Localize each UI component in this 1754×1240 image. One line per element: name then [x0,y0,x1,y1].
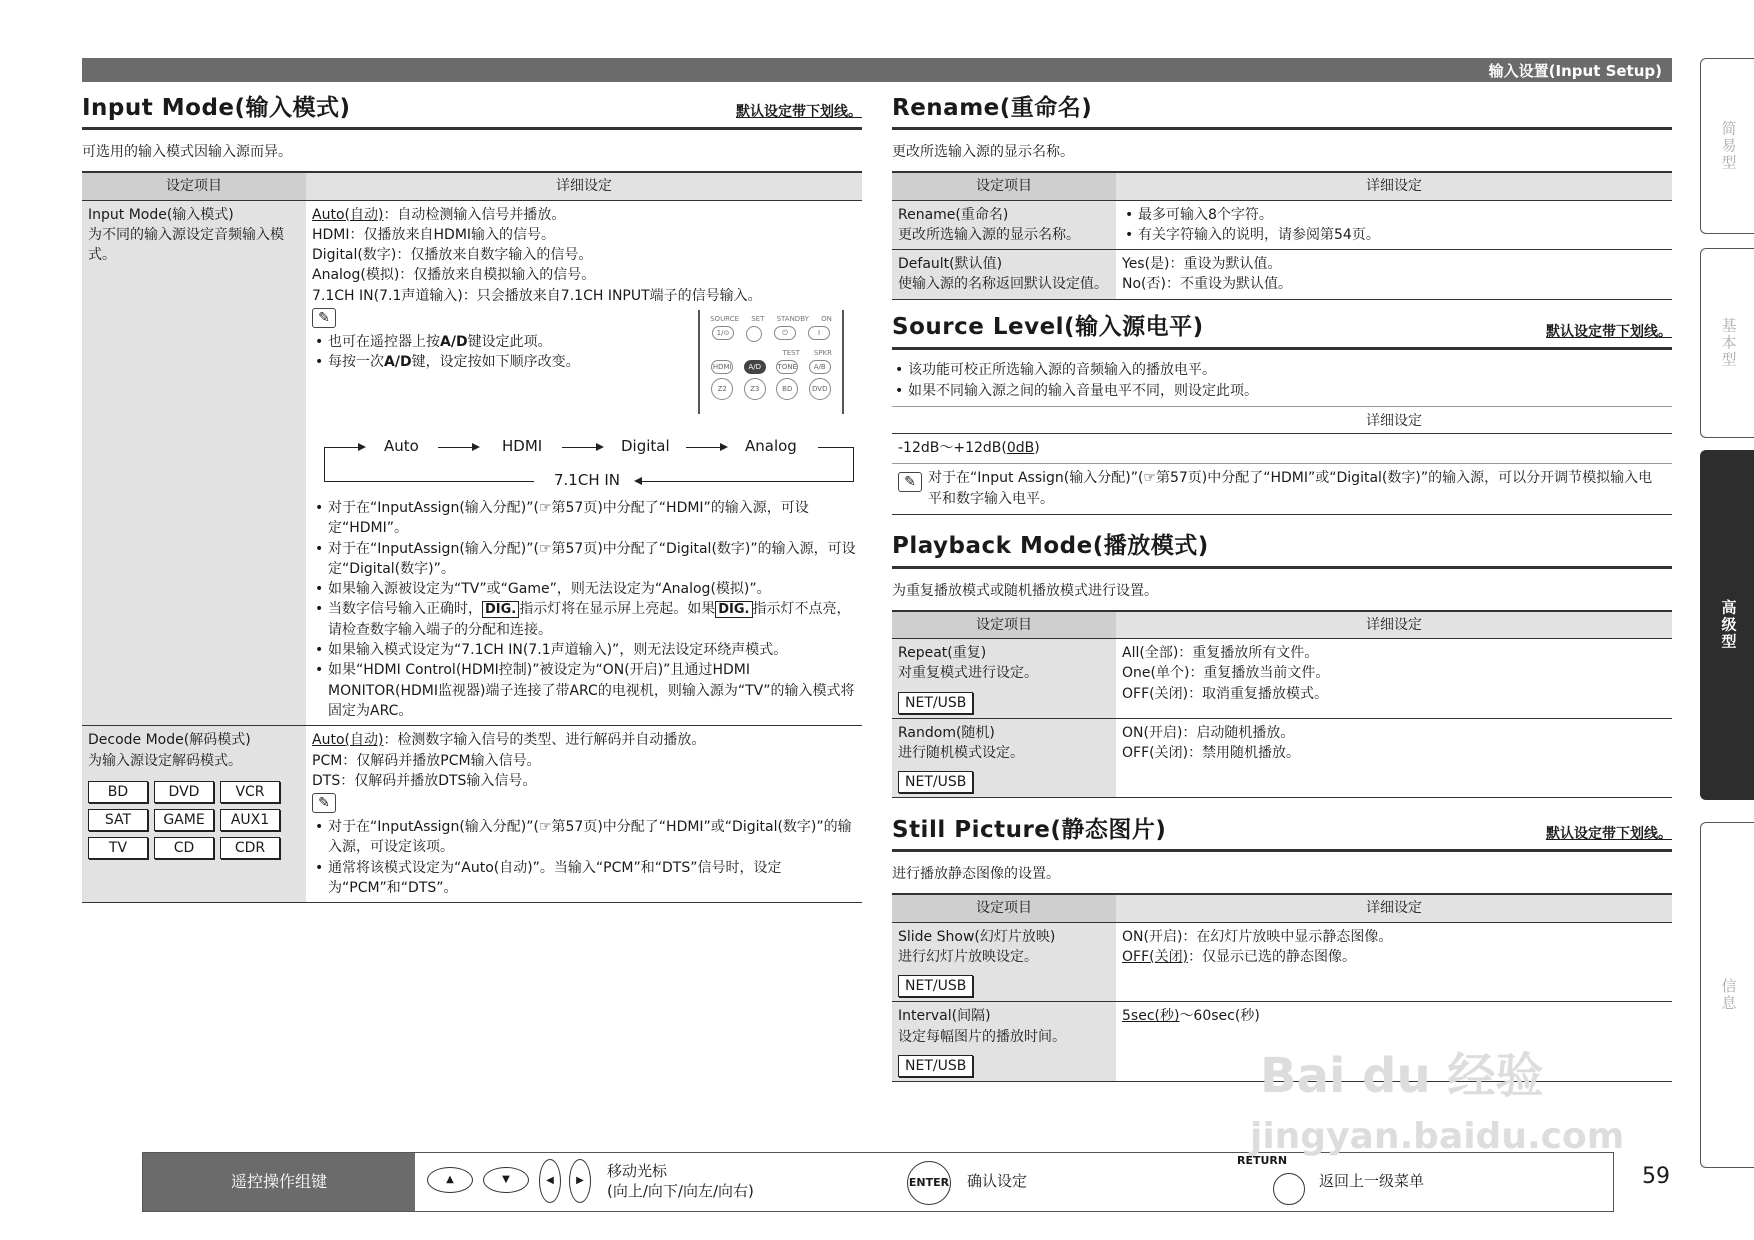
section-header-title: 输入设置(Input Setup) [1488,62,1662,80]
left-arrow-icon: ◀ [539,1159,561,1203]
col-header-detail: 详细设定 [306,172,862,200]
rename-heading [892,96,1672,130]
section-header-bar [82,58,1672,82]
return-key-icon [1273,1173,1305,1205]
option-71ch: 7.1CH IN(7.1声道输入)：只会播放来自7.1CH INPUT端子的信号输入。 [312,287,762,304]
item-name: Decode Mode(解码模式) [88,732,251,749]
item-cell [82,726,306,903]
page-number: 59 [1642,1164,1670,1189]
detail-cell [1116,639,1672,719]
table-row-random [892,718,1672,798]
note-71ch-surround: • 如果输入模式设定为“7.1CH IN(7.1声道输入)”，则无法设定环绕声模式。 [312,640,856,660]
return-text: 返回上一级菜单 [1319,1172,1425,1190]
item-desc: 进行幻灯片放映设定。 [898,949,1038,966]
table-row-decode-mode [82,726,862,903]
source-box: TV [88,837,148,859]
option-one: One(单个)：重复播放当前文件。 [1122,665,1330,682]
source-level-heading [892,316,1672,350]
option-off: OFF(关闭)：禁用随机播放。 [1122,745,1301,762]
source-box: CD [154,837,214,859]
source-level-bullet: • 该功能可校正所选输入源的音频输入的播放电平。 [892,360,1672,381]
option-analog: Analog(模拟)：仅播放来自模拟输入的信号。 [312,267,596,284]
item-name: Rename(重命名) [898,206,1009,223]
option-off: OFF(关闭)：取消重复播放模式。 [1122,685,1329,702]
item-name: Interval(间隔) [898,1008,991,1025]
default-underline-note: 默认设定带下划线。 [736,104,862,120]
source-level-bullet: • 如果不同输入源之间的输入音量电平不同，则设定此项。 [892,381,1672,402]
input-mode-intro: 可选用的输入模式因输入源而异。 [82,144,292,160]
input-mode-table [82,171,862,903]
col-header-item: 设定项目 [892,172,1116,200]
flow-auto: Auto [384,436,419,455]
source-grid [88,781,300,859]
note-tv-game: • 如果输入源被设定为“TV”或“Game”，则无法设定为“Analog(模拟)”。 [312,579,856,599]
item-cell [892,1002,1116,1082]
right-arrow-icon: ▶ [569,1159,591,1203]
option-auto: Auto(自动)：自动检测输入信号并播放。 [312,206,566,223]
left-column [82,96,862,903]
tab-advanced[interactable]: 高级型 [1700,450,1754,800]
mode-cycle-diagram [312,432,856,494]
source-level-note-text: 对于在“Input Assign(输入分配)”(☞第57页)中分配了“HDMI”或“Digital(数字)”的输入源，可以分开调节模拟输入电平和数字输入电平。 [928,469,1653,507]
down-arrow-icon: ▼ [483,1167,529,1193]
source-box: DVD [154,781,214,803]
tip-ad-key: • 也可在遥控器上按A/D键设定此项。 [312,332,856,352]
still-picture-heading [892,818,1672,852]
item-desc: 进行随机模式设定。 [898,745,1024,762]
note-hdmi-arc: • 如果“HDMI Control(HDMI控制)”被设定为“ON(开启)”且通过HDMI MONITOR(HDMI监视器)端子连接了带ARC的电视机，则输入源为“TV”的输入模式将固定为ARC。 [312,660,856,721]
option-yes: Yes(是)：重设为默认值。 [1122,256,1282,273]
item-desc: 设定每幅图片的播放时间。 [898,1028,1066,1045]
remote-keys-label: 遥控操作组键 [143,1153,415,1211]
note-pencil-icon: ✎ [312,308,336,328]
item-name: Default(默认值) [898,256,1003,273]
item-name: Slide Show(幻灯片放映) [898,928,1056,945]
note-digital-assign: • 对于在“InputAssign(输入分配)”(☞第57页)中分配了“Digital(数字)”的输入源，可设定“Digital(数字)”。 [312,539,856,580]
source-level-note [892,464,1672,515]
detail-line: • 最多可输入8个字符。 [1122,205,1666,225]
net-usb-badge: NET/USB [898,1055,973,1077]
col-header-item: 设定项目 [892,894,1116,922]
up-arrow-icon: ▲ [427,1167,473,1193]
source-box: VCR [220,781,280,803]
tip-ad-order: • 每按一次A/D键，设定按如下顺序改变。 [312,352,856,372]
table-row-rename [892,200,1672,250]
rename-intro: 更改所选输入源的显示名称。 [892,144,1074,160]
item-name: Repeat(重复) [898,645,987,662]
table-row-repeat [892,639,1672,719]
source-level-detail-header: 详细设定 [892,406,1672,434]
source-box: BD [88,781,148,803]
net-usb-badge: NET/USB [898,692,973,714]
tip-block [312,306,856,424]
item-cell [892,639,1116,719]
rename-title: Rename(重命名) [892,94,1093,121]
flow-71ch: 7.1CH IN [554,470,621,489]
baidu-watermark-url: jingyan.baidu.com [1250,1116,1625,1157]
option-all: All(全部)：重复播放所有文件。 [1122,645,1319,662]
note-hdmi-assign: • 对于在“InputAssign(输入分配)”(☞第57页)中分配了“HDMI”的输入源，可设定“HDMI”。 [312,498,856,539]
flow-hdmi: HDMI [502,436,543,455]
input-mode-heading [82,96,862,130]
source-box: GAME [154,809,214,831]
playback-mode-table [892,610,1672,799]
rename-table [892,171,1672,300]
still-picture-intro: 进行播放静态图像的设置。 [892,866,1060,883]
item-desc: 对重复模式进行设定。 [898,665,1038,682]
tab-basic[interactable]: 基本型 [1700,248,1754,438]
table-row-slide-show [892,922,1672,1002]
default-underline-note: 默认设定带下划线。 [1546,826,1672,843]
note-decode-assign: • 对于在“InputAssign(输入分配)”(☞第57页)中分配了“HDMI”或“Digital(数字)”的输入源，可设定该项。 [312,817,856,858]
table-header-row [82,172,862,200]
col-header-item: 设定项目 [892,611,1116,639]
table-row-default [892,250,1672,300]
still-picture-title: Still Picture(静态图片) [892,816,1167,843]
option-dts: DTS：仅解码并播放DTS输入信号。 [312,772,537,789]
net-usb-badge: NET/USB [898,771,973,793]
detail-cell [306,726,862,903]
source-level-range: -12dB～+12dB(0dB) [892,434,1672,464]
flow-digital: Digital [621,436,670,455]
playback-mode-title: Playback Mode(播放模式) [892,533,1209,560]
tab-easy[interactable]: 简易型 [1700,58,1754,234]
item-cell [892,922,1116,1002]
interval-range: 5sec(秒)～60sec(秒) [1122,1008,1260,1025]
playback-mode-intro: 为重复播放模式或随机播放模式进行设置。 [892,582,1158,599]
option-on: ON(开启)：在幻灯片放映中显示静态图像。 [1122,928,1393,945]
col-header-detail: 详细设定 [1116,172,1672,200]
option-digital: Digital(数字)：仅播放来自数字输入的信号。 [312,247,593,264]
net-usb-badge: NET/USB [898,975,973,997]
note-decode-auto: • 通常将该模式设定为“Auto(自动)”。当输入“PCM”和“DTS”信号时，设定为“PCM”和“DTS”。 [312,858,856,899]
table-header-row [892,894,1672,922]
item-name: Input Mode(输入模式) [88,206,234,223]
option-no: No(否)：不重设为默认值。 [1122,276,1292,293]
right-column [892,96,1672,1082]
playback-mode-heading [892,535,1672,569]
default-underline-note: 默认设定带下划线。 [1546,323,1672,340]
source-box: CDR [220,837,280,859]
source-level-title: Source Level(输入源电平) [892,314,1204,341]
enter-key-icon: ENTER [907,1161,951,1205]
note-dig-indicator: • 当数字信号输入正确时， DIG. 指示灯将在显示屏上亮起。如果 DIG. 指示灯不点亮，请检查数字输入端子的分配和连接。 [312,599,856,640]
detail-cell [306,200,862,726]
option-off: OFF(关闭)：仅显示已选的静态图像。 [1122,949,1357,966]
input-mode-title: Input Mode(输入模式) [82,94,351,121]
source-box: AUX1 [220,809,280,831]
item-name: Random(随机) [898,724,995,741]
remote-illustration: SOURCE SET STANDBY ON 1/⊙ ⏻ I TEST SPKR HDMI A/D TONE A/B Z2 Z3 BD DVD [698,310,844,414]
baidu-watermark-logo: Bai du 经验 [1260,1048,1544,1104]
table-header-row [892,611,1672,639]
item-desc: 更改所选输入源的显示名称。 [898,226,1080,243]
option-pcm: PCM：仅解码并播放PCM输入信号。 [312,752,541,769]
source-box: SAT [88,809,148,831]
col-header-item: 设定项目 [82,172,306,200]
detail-cell [1116,922,1672,1002]
item-desc: 为不同的输入源设定音频输入模式。 [88,226,284,264]
item-cell [892,718,1116,798]
tab-info[interactable]: 信息 [1700,822,1754,1168]
flow-analog: Analog [745,436,797,455]
item-cell [892,200,1116,250]
detail-cell [1116,718,1672,798]
col-header-detail: 详细设定 [1116,611,1672,639]
option-hdmi: HDMI：仅播放来自HDMI输入的信号。 [312,226,556,243]
note-pencil-icon: ✎ [898,472,922,492]
note-pencil-icon: ✎ [312,793,336,813]
option-on: ON(开启)：启动随机播放。 [1122,724,1295,741]
item-cell [892,250,1116,300]
enter-text: 确认设定 [967,1172,1028,1190]
item-desc: 为输入源设定解码模式。 [88,752,242,769]
option-auto: Auto(自动)：检测数字输入信号的类型、进行解码并自动播放。 [312,732,706,749]
detail-cell [1116,250,1672,300]
remote-ad-button: A/D [744,360,766,374]
table-row-input-mode [82,200,862,726]
return-key-label: RETURN [1237,1154,1288,1167]
move-cursor-text: 移动光标 (向上/向下/向左/向右) [607,1162,754,1201]
detail-line: • 有关字符输入的说明，请参阅第54页。 [1122,225,1666,245]
table-header-row [892,172,1672,200]
detail-cell [1116,200,1672,250]
item-desc: 使输入源的名称返回默认设定值。 [898,276,1108,293]
col-header-detail: 详细设定 [1116,894,1672,922]
item-cell [82,200,306,726]
